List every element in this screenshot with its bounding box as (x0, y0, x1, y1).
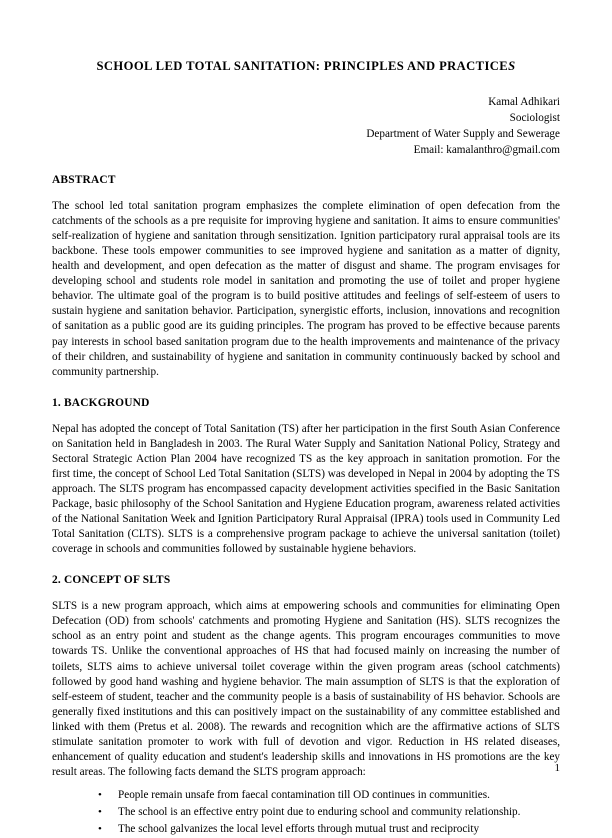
abstract-heading: ABSTRACT (52, 173, 116, 186)
bullet-icon: • (98, 805, 102, 818)
abstract-body: The school led total sanitation program emphasizes the complete elimination of open defecation from the catchments of the schools as a pre requisite for improving hygiene and sanitation. It aims to ensure communities' self-realization of hygiene and sanitation through sensitization. Ignition participatory rural appraisal tools are its backbone. These tools empower communities to see improved hygiene and sanitation as a matter of dignity, health and development, and open defecation as the matter of disgust and shame. The program envisages for developing school and students role model in sanitation and promoting the use of toilet and proper hygiene behavior. The ultimate goal of the program is to build positive attitudes and feelings of self-esteem of users to sustain hygiene and sanitation behavior. Participation, synergistic efforts, inclusion, innovations and recognition of sanitation as a public good are its guiding principles. The program has proved to be effective because parents pay interests in school based sanitation program due to the health improvements and maintenance of the privacy of their children, and sustainability of hygiene and sanitation in community continuously backed by school and community partnership. (52, 199, 560, 378)
concept-body: SLTS is a new program approach, which aims at empowering schools and communities for eliminating Open Defecation (OD) from schools' catchments and promoting Hygiene and Sanitation (HS). SLTS recognizes the school as an entry point and student as the change agents. This program encourages communities to move towards TS. Unlike the conventional approaches of HS that had focused mainly on increasing the number of toilets, SLTS aims to achieve universal toilet coverage within the given program areas (school catchments) followed by good hand washing and hygiene behavior. The main assumption of SLTS is that the exploration of self-esteem of student, teacher and the community people is a basis of sustainability of HS behavior. Schools are generally fixed institutions and this can positively impact on the sustainability of any committee established and linked with them (Pretus et al. 2008). The rewards and recognition which are the affirmative actions of SLTS stimulate sanitation promoter to work with full of devotion and vigor. Reduction in HS related diseases, enhancement of quality education and student's leadership skills and innovations in HS promotions are the key result areas. The following facts demand the SLTS program approach: (52, 600, 560, 778)
page-title (52, 58, 560, 74)
author-affiliation: Department of Water Supply and Sewerage (366, 128, 560, 141)
bullet-icon: • (98, 788, 102, 801)
page-number: 1 (554, 762, 560, 774)
list-item (98, 787, 560, 804)
list-item (98, 804, 560, 821)
bullet-icon: • (98, 822, 102, 835)
background-body: Nepal has adopted the concept of Total Sanitation (TS) after her participation in the first South Asian Conference on Sanitation held in Bangladesh in 2003. The Rural Water Supply and Sanitation National Policy, Strategy and Sectoral Strategic Action Plan 2004 have recognized TS as the key approach in sanitation promotion. For the first time, the concept of School Led Total Sanitation (SLTS) was developed in Nepal in 2004 by adopting the TS approach. The SLTS program has encompassed capacity development activities specified in the Basic Sanitation Package, basic philosophy of the School Sanitation and Hygiene Education program, awareness related activities of the National Sanitation Week and Ignition Participatory Rural Appraisal (IPRA) tools used in Community Led Total Sanitation (CLTS). SLTS is a comprehensive program package to achieve the universal sanitation (toilet) coverage in schools and communities followed by sustainable hygiene behaviors. (52, 422, 560, 556)
author-block (52, 95, 560, 159)
page-title-trailing-glyph: S (508, 59, 516, 73)
concept-heading: 2. CONCEPT OF SLTS (52, 574, 171, 587)
list-item-label: The school is an effective entry point due to enduring school and community relationship. (118, 806, 521, 819)
author-name: Kamal Adhikari (488, 96, 560, 109)
author-email: Email: kamalanthro@gmail.com (413, 144, 560, 157)
list-item-label: People remain unsafe from faecal contamination till OD continues in communities. (118, 789, 490, 802)
page-title-text: SCHOOL LED TOTAL SANITATION: PRINCIPLES AND PRACTICE (96, 59, 509, 73)
background-heading: 1. BACKGROUND (52, 396, 150, 409)
concept-bullet-list (52, 787, 560, 838)
author-role: Sociologist (509, 112, 560, 125)
list-item-label: The school galvanizes the local level efforts through mutual trust and reciprocity (118, 823, 480, 836)
list-item (98, 821, 560, 838)
